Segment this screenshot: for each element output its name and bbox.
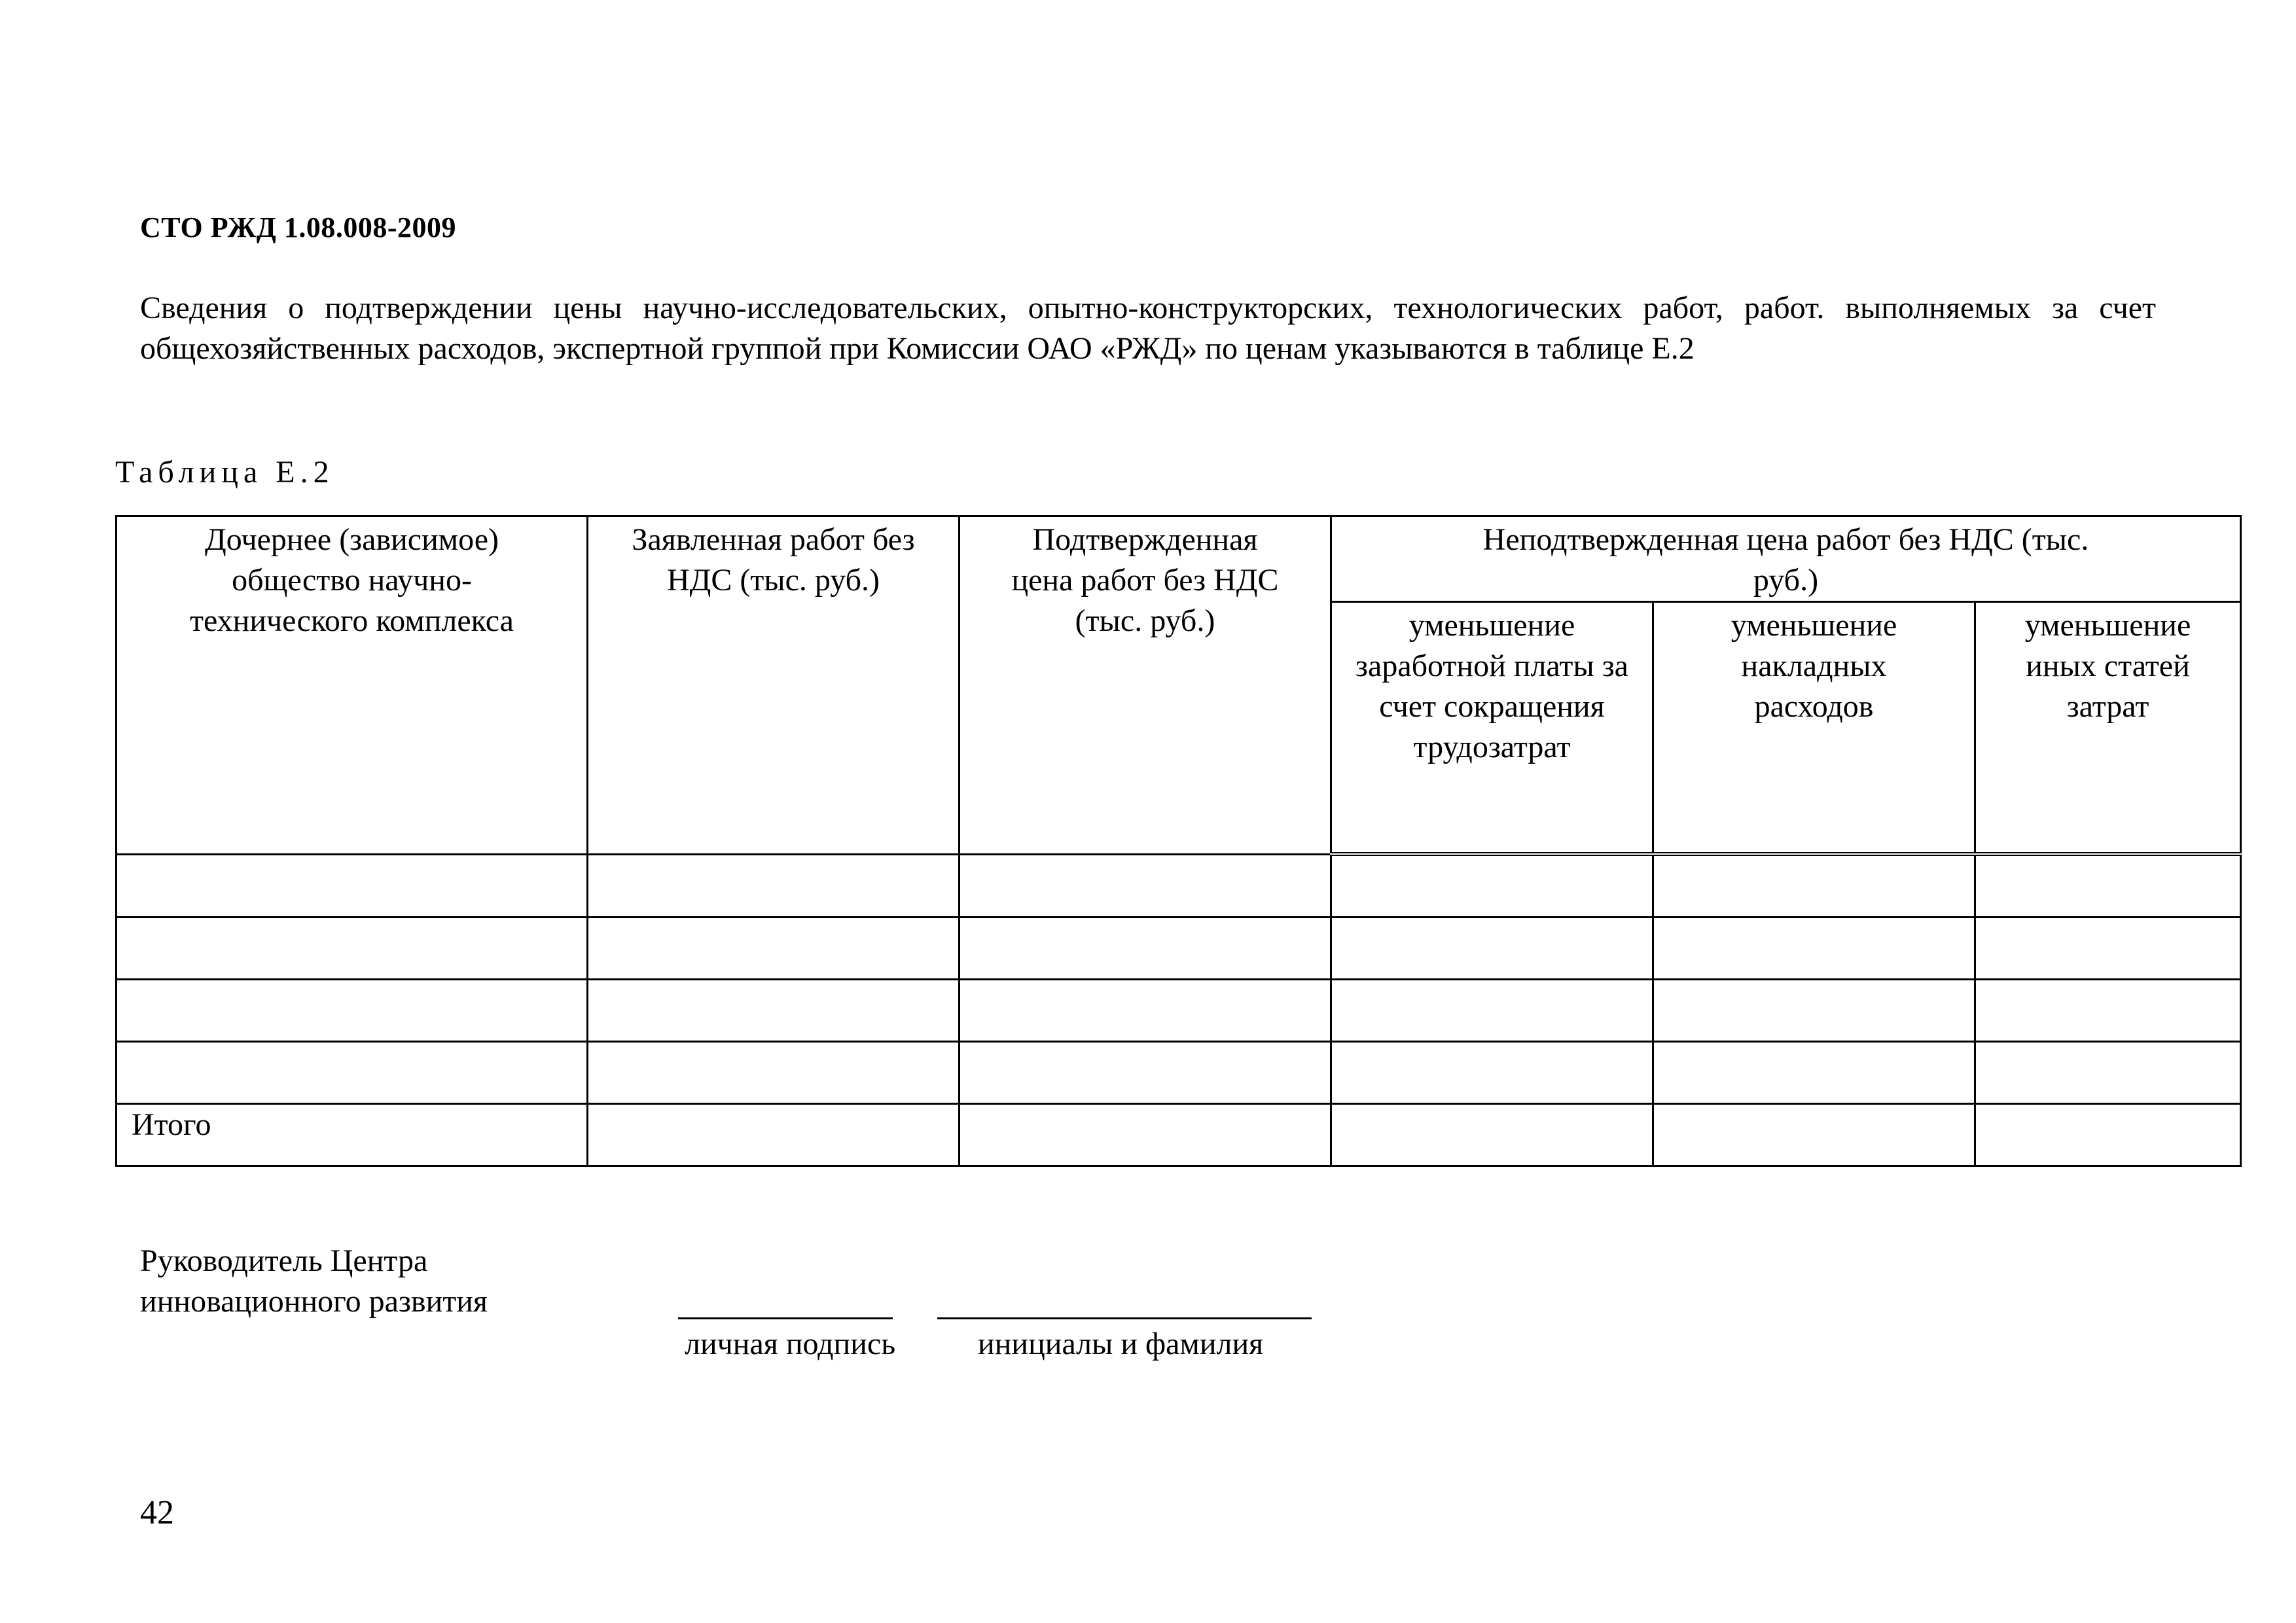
table-cell [960, 1104, 1331, 1166]
table-cell [1975, 1042, 2241, 1104]
table-cell [588, 980, 960, 1042]
header-declared [588, 516, 960, 855]
table-cell [1975, 854, 2241, 918]
intro-paragraph: Сведения о подтверждении цены научно-исследовательских, опытно-конструкторских, технологических работ, работ. выполняемых за счет общехозяйственных расходов, экспертной группой при Комиссии ОАО «РЖД» по ценам указываются в таблице Е.2 [140, 291, 2156, 366]
header-confirmed [960, 516, 1331, 855]
header-unconfirmed-label: Неподтвержденная цена работ без НДС (тыс. руб.) [1482, 522, 2089, 597]
document-code: СТО РЖД 1.08.008-2009 [140, 211, 457, 243]
table-cell [588, 854, 960, 918]
subheader-wages [1331, 602, 1653, 855]
table-cell [117, 1042, 588, 1104]
table-cell [1331, 1042, 1653, 1104]
subheader-overhead-label: уменьшение накладных расходов [1731, 608, 1897, 724]
table-cell [1331, 980, 1653, 1042]
table-cell [117, 854, 588, 918]
table-cell [960, 980, 1331, 1042]
page-number: 42 [140, 1494, 174, 1531]
total-row [117, 1104, 2241, 1166]
table-cell [1331, 1104, 1653, 1166]
subheader-other [1975, 602, 2241, 855]
header-unconfirmed [1331, 516, 2241, 602]
table-cell [960, 918, 1331, 980]
signature-caption: личная подпись [685, 1327, 896, 1361]
table-caption: Таблица Е.2 [115, 455, 334, 490]
price-confirmation-table [115, 515, 2242, 1167]
header-confirmed-label: Подтвержденная цена работ без НДС (тыс. руб.) [1011, 522, 1279, 638]
name-line [937, 1317, 1312, 1319]
table-cell [1653, 1104, 1975, 1166]
table-cell [1975, 1104, 2241, 1166]
table-cell [1331, 918, 1653, 980]
table-cell [588, 1104, 960, 1166]
table-cell [1653, 980, 1975, 1042]
table-row [117, 854, 2241, 918]
table-cell [588, 918, 960, 980]
table-cell [117, 918, 588, 980]
table-cell [1331, 854, 1653, 918]
table-row [117, 1042, 2241, 1104]
name-caption: инициалы и фамилия [978, 1327, 1264, 1361]
total-label: Итого [117, 1104, 588, 1166]
subheader-other-label: уменьшение иных статей затрат [2024, 608, 2191, 724]
table-row [117, 980, 2241, 1042]
header-subsidiary [117, 516, 588, 855]
table-cell [1975, 918, 2241, 980]
table-cell [588, 1042, 960, 1104]
signatory-title: Руководитель Центра инновационного развития [140, 1243, 488, 1319]
table-cell [960, 1042, 1331, 1104]
subheader-wages-label: уменьшение заработной платы за счет сокращения трудозатрат [1355, 608, 1628, 764]
table-cell [1653, 854, 1975, 918]
table-cell [117, 980, 588, 1042]
table-cell [1653, 918, 1975, 980]
subheader-overhead [1653, 602, 1975, 855]
header-declared-label: Заявленная работ без НДС (тыс. руб.) [632, 522, 915, 597]
table-cell [1653, 1042, 1975, 1104]
table-cell [960, 854, 1331, 918]
header-subsidiary-label: Дочернее (зависимое) общество научно-технического комплекса [190, 522, 514, 638]
table-row [117, 918, 2241, 980]
table-cell [1975, 980, 2241, 1042]
signature-line [678, 1317, 893, 1319]
